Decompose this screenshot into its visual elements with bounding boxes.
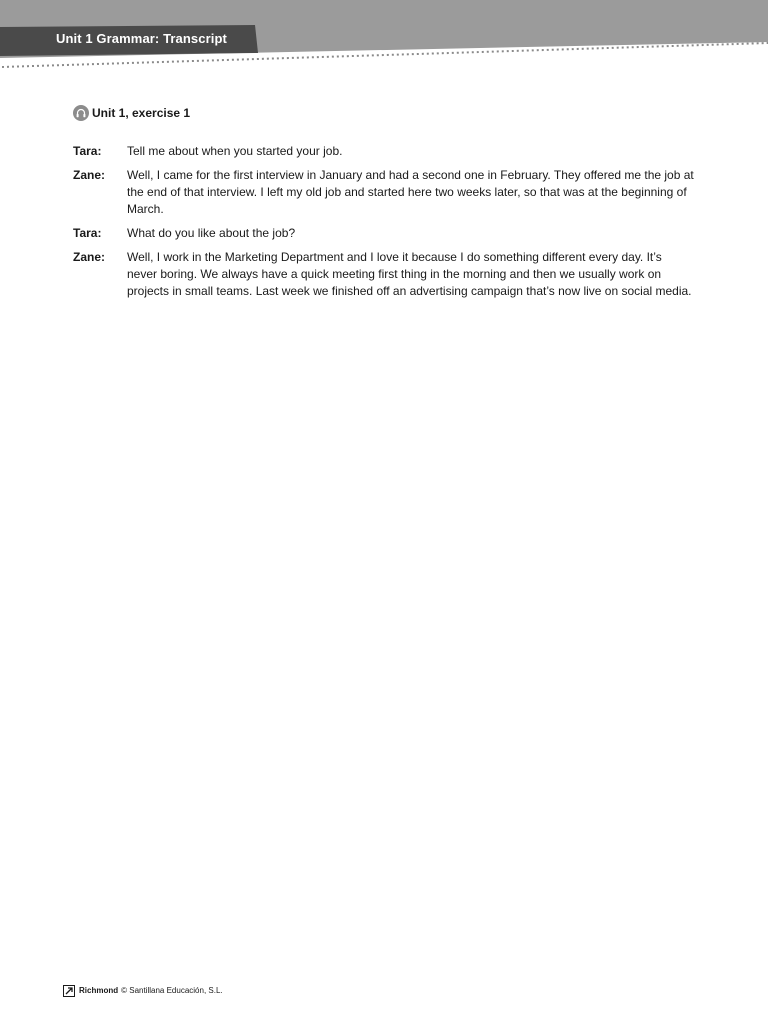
richmond-logo-icon: [63, 984, 75, 996]
transcript-line: [73, 249, 703, 300]
transcript-line: [73, 143, 703, 160]
footer: [63, 984, 223, 996]
utterance-text: Well, I came for the first interview in January and had a second one in February. They offered me the job at the end of that interview. I left my old job and started here two weeks later, so that was at the beginning of March.: [127, 168, 694, 216]
transcript-line: [73, 167, 703, 218]
speaker-name: Tara:: [73, 144, 102, 158]
speaker-name: Tara:: [73, 226, 102, 240]
headphones-icon: [73, 105, 89, 121]
speaker-name: Zane:: [73, 168, 106, 182]
exercise-heading: [73, 105, 190, 121]
footer-brand: Richmond: [79, 985, 119, 995]
transcript: [73, 143, 703, 307]
speaker-name: Zane:: [73, 250, 106, 264]
transcript-line: [73, 225, 703, 242]
footer-copyright: © Santillana Educación, S.L.: [121, 985, 223, 995]
utterance-text: Well, I work in the Marketing Department and I love it because I do something different every day. It’s never boring. We always have a quick meeting first thing in the morning and then we usually work on projects in small teams. Last week we finished off an advertising campaign that’s now live on social media.: [127, 250, 692, 298]
page-title: Unit 1 Grammar: Transcript: [56, 31, 227, 46]
utterance-text: What do you like about the job?: [127, 226, 296, 240]
utterance-text: Tell me about when you started your job.: [127, 144, 343, 158]
exercise-label: Unit 1, exercise 1: [92, 106, 191, 120]
